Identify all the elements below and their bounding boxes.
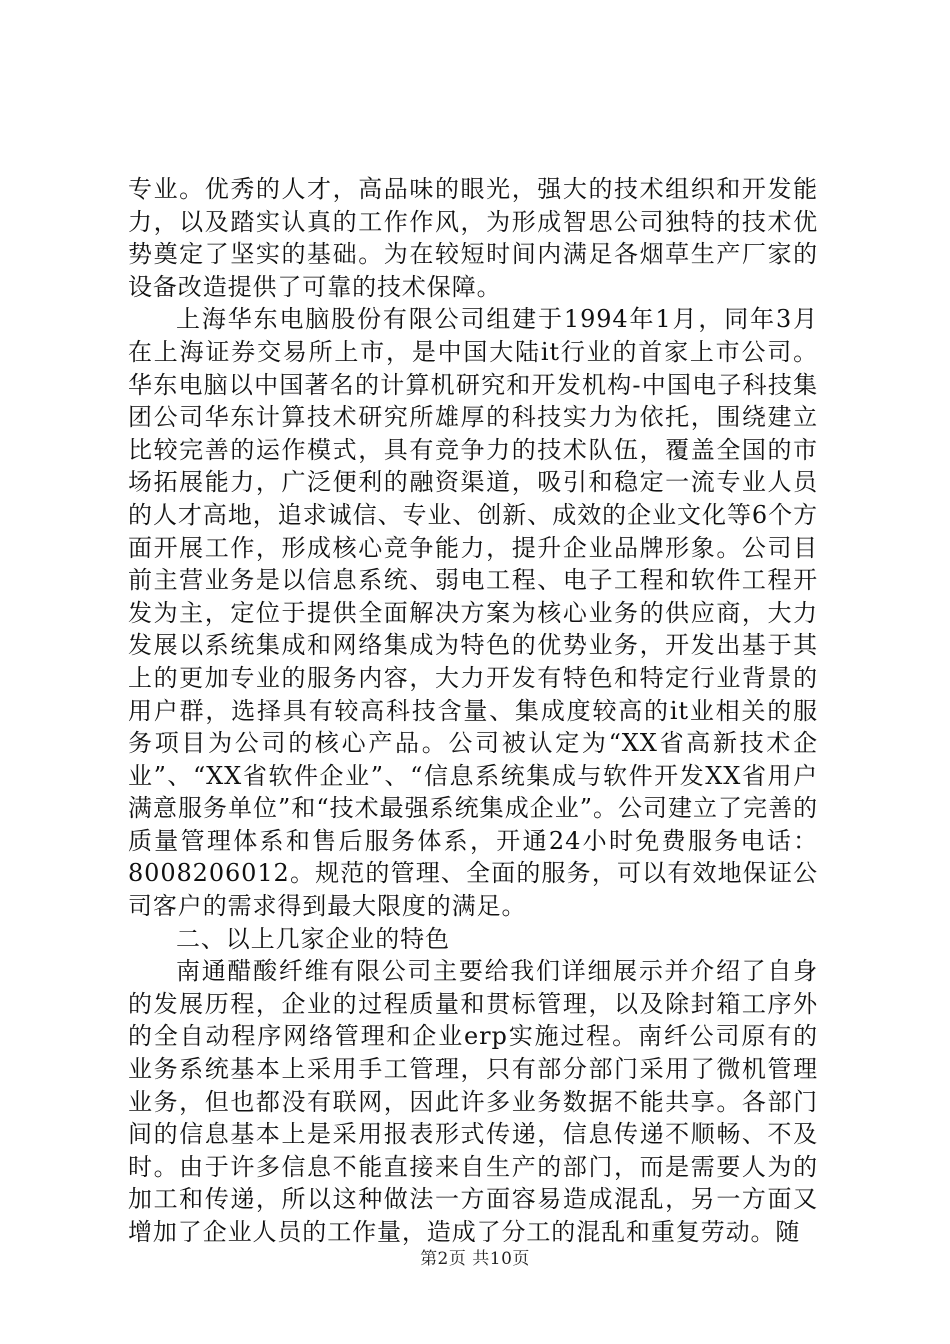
- section-heading: 二、以上几家企业的特色: [176, 924, 450, 953]
- document-body: [128, 173, 818, 1249]
- paragraph-2: 上海华东电脑股份有限公司组建于1994年1月，同年3月在上海证券交易所上市，是中国大陆it行业的首家上市公司。华东电脑以中国著名的计算机研究和开发机构-中国电子科技集团公司华东计算技术研究所雄厚的科技实力为依托，围绕建立比较完善的运作模式，具有竞争力的技术队伍，覆盖全国的市场拓展能力，广泛便利的融资渠道，吸引和稳定一流专业人员的人才高地，追求诚信、专业、创新、成效的企业文化等6个方面开展工作，形成核心竞争能力，提升企业品牌形象。公司目前主营业务是以信息系统、弱电工程、电子工程和软件工程开发为主，定位于提供全面解决方案为核心业务的供应商，大力发展以系统集成和网络集成为特色的优势业务，开发出基于其上的更加专业的服务内容，大力开发有特色和特定行业背景的用户群，选择具有较高科技含量、集成度较高的it业相关的服务项目为公司的核心产品。公司被认定为“XX省高新技术企业”、“XX省软件企业”、“信息系统集成与软件开发XX省用户满意服务单位”和“技术最强系统集成企业”。公司建立了完善的质量管理体系和售后服务体系，开通24小时免费服务电话：8008206012。规范的管理、全面的服务，可以有效地保证公司客户的需求得到最大限度的满足。: [128, 305, 818, 921]
- page-footer: 第2页 共10页: [420, 1249, 530, 1269]
- paragraph-1: 专业。优秀的人才，高品味的眼光，强大的技术组织和开发能力，以及踏实认真的工作作风，为形成智思公司独特的技术优势奠定了坚实的基础。为在较短时间内满足各烟草生产厂家的设备改造提供了可靠的技术保障。: [128, 175, 818, 301]
- paragraph-3: 南通醋酸纤维有限公司主要给我们详细展示并介绍了自身的发展历程，企业的过程质量和贯标管理，以及除封箱工序外的全自动程序网络管理和企业erp实施过程。南纤公司原有的业务系统基本上采用手工管理，只有部分部门采用了微机管理业务，但也都没有联网，因此许多业务数据不能共享。各部门间的信息基本上是采用报表形式传递，信息传递不顺畅、不及时。由于许多信息不能直接来自生产的部门，而是需要人为的加工和传递，所以这种做法一方面容易造成混乱，另一方面又增加了企业人员的工作量，造成了分工的混乱和重复劳动。随: [128, 957, 818, 1246]
